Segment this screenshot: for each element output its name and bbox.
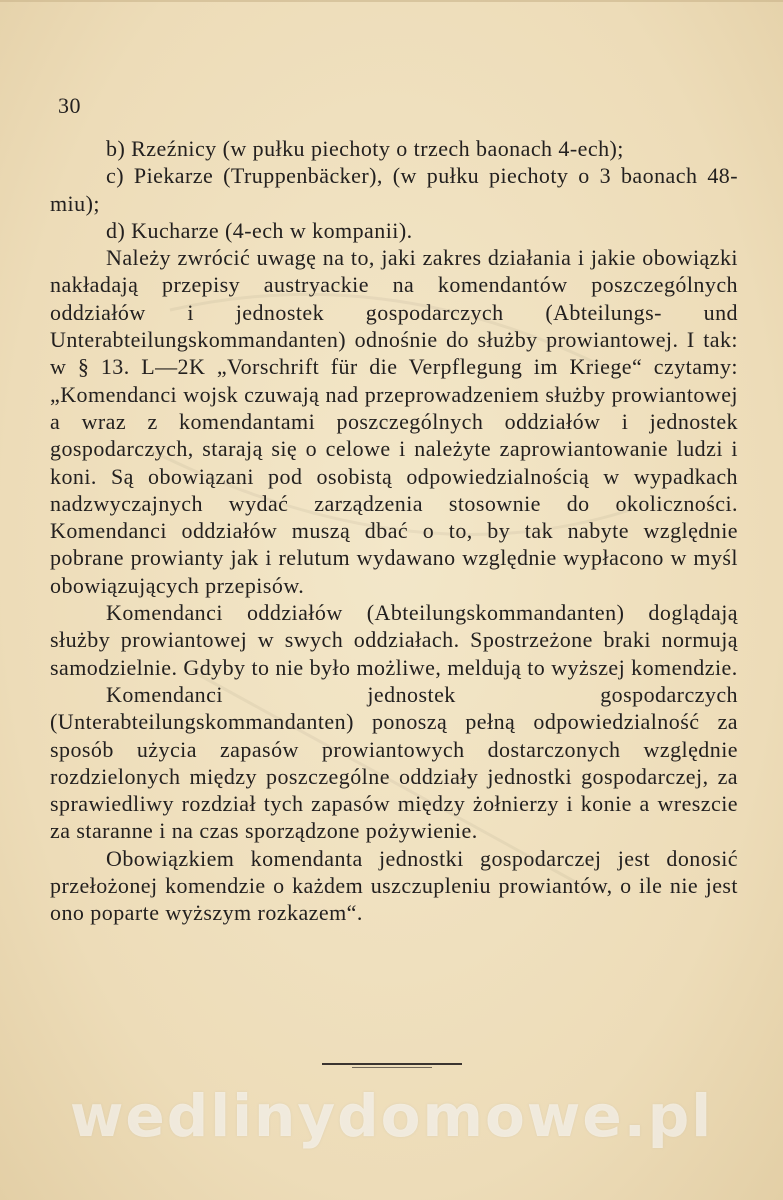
- paragraph-unit-commanders: Komendanci jednostek gospodarczych (Unterabteilungskommandanten) ponoszą pełną odpowiedzialność za sposób użycia zapasów prowiantowych dostarczonych względnie rozdzielonych między poszczególne oddziały jednostki gospodarczej, za sprawiedliwy rozdział tych zapasów między żołnierzy i konie a wreszcie za staranne i na czas sporządzone pożywienie.: [50, 681, 738, 844]
- paragraph-abteilung-commanders: Komendanci oddziałów (Abteilungskommandanten) doglądają służby prowiantowej w swych oddziałach. Spostrzeżone braki normują samodzielnie. Gdyby to nie było możliwe, meldują to wyższej komendzie.: [50, 600, 738, 680]
- end-ornament-divider: [322, 1061, 462, 1071]
- paragraph-list-item-b: b) Rzeźnicy (w pułku piechoty o trzech baonach 4-ech);: [106, 136, 624, 161]
- paragraph-list-item-d: d) Kucharze (4-ech w kompanii).: [106, 217, 413, 243]
- site-watermark: wedlinydomowe.pl: [69, 1082, 714, 1150]
- body-text: [50, 135, 738, 927]
- paragraph-list-item-c: c) Piekarze (Truppenbäcker), (w pułku piechoty o 3 baonach 48-miu);: [50, 163, 738, 216]
- paragraph-reporting-duty: Obowiązkiem komendanta jednostki gospodarczej jest donosić przełożonej komendzie o każdem uszczupleniu prowiantów, o ile nie jest ono poparte wyższym rozkazem“.: [50, 845, 738, 926]
- page-top-edge: [0, 0, 783, 8]
- paragraph-obligations: Należy zwrócić uwagę na to, jaki zakres działania i jakie obowiązki nakładają przepisy austryackie na komendantów poszczególnych oddziałów i jednostek gospodarczych (Abteilungs- und Unterabteilungskommandanten) odnośnie do służby prowiantowej. I tak: w § 13. L—2K „Vorschrift für die Verpflegung im Kriege“ czytamy: „Komendanci wojsk czuwają nad przeprowadzeniem służby prowiantowej a wraz z komendantami poszczególnych oddziałów i jednostek gospodarczych, starają się o celowe i należyte zaprowiantowanie ludzi i koni. Są obowiązani pod osobistą odpowiedzialnością w wypadkach nadzwyczajnych wydać zarządzenia stosownie do okoliczności. Komendanci oddziałów muszą dbać o to, by tak nabyte względnie pobrane prowianty jak i relutum wydawano względnie wypłacono w myśl obowiązujących przepisów.: [50, 245, 738, 598]
- page-number: 30: [58, 93, 81, 118]
